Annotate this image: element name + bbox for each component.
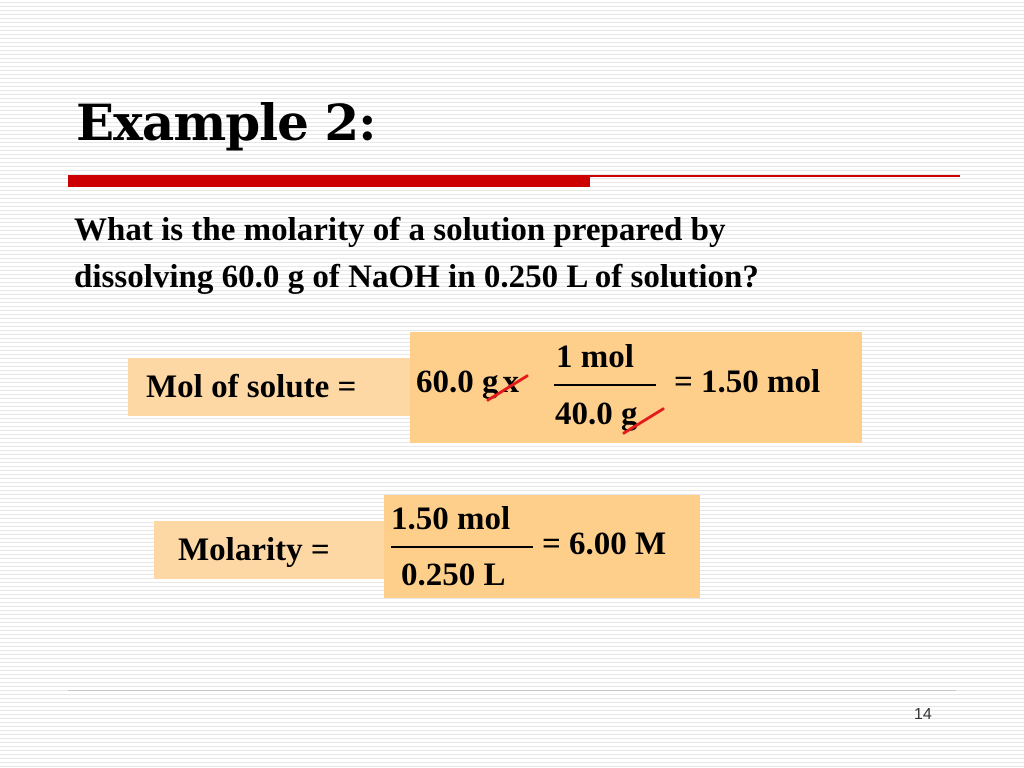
mol-result: = 1.50 mol xyxy=(674,364,821,400)
molarity-denominator: 0.250 L xyxy=(401,557,506,593)
question-line-1: What is the molarity of a solution prepared by xyxy=(74,212,726,248)
slide-title: Example 2: xyxy=(76,93,376,152)
mass-number: 60.0 xyxy=(416,364,474,400)
cancel-strike-mass-unit xyxy=(488,376,527,400)
footer-divider xyxy=(68,690,956,691)
page-number: 14 xyxy=(914,706,932,723)
conversion-numerator: 1 mol xyxy=(556,339,634,375)
mol-of-solute-label: Mol of solute = xyxy=(146,369,357,405)
molar-mass-unit-cancelled: g xyxy=(621,396,638,432)
mass-unit-cancelled: g xyxy=(482,364,499,400)
molarity-numerator: 1.50 mol xyxy=(391,501,511,537)
molarity-result: = 6.00 M xyxy=(542,526,667,562)
question-line-2: dissolving 60.0 g of NaOH in 0.250 L of solution? xyxy=(74,259,759,295)
molarity-label: Molarity = xyxy=(178,532,330,568)
cancel-strike-molar-mass-unit xyxy=(624,409,663,433)
multiply-sign: x xyxy=(502,364,519,400)
molar-mass-value: 40.0 xyxy=(555,396,613,432)
molarity-fraction-bar xyxy=(391,546,533,548)
